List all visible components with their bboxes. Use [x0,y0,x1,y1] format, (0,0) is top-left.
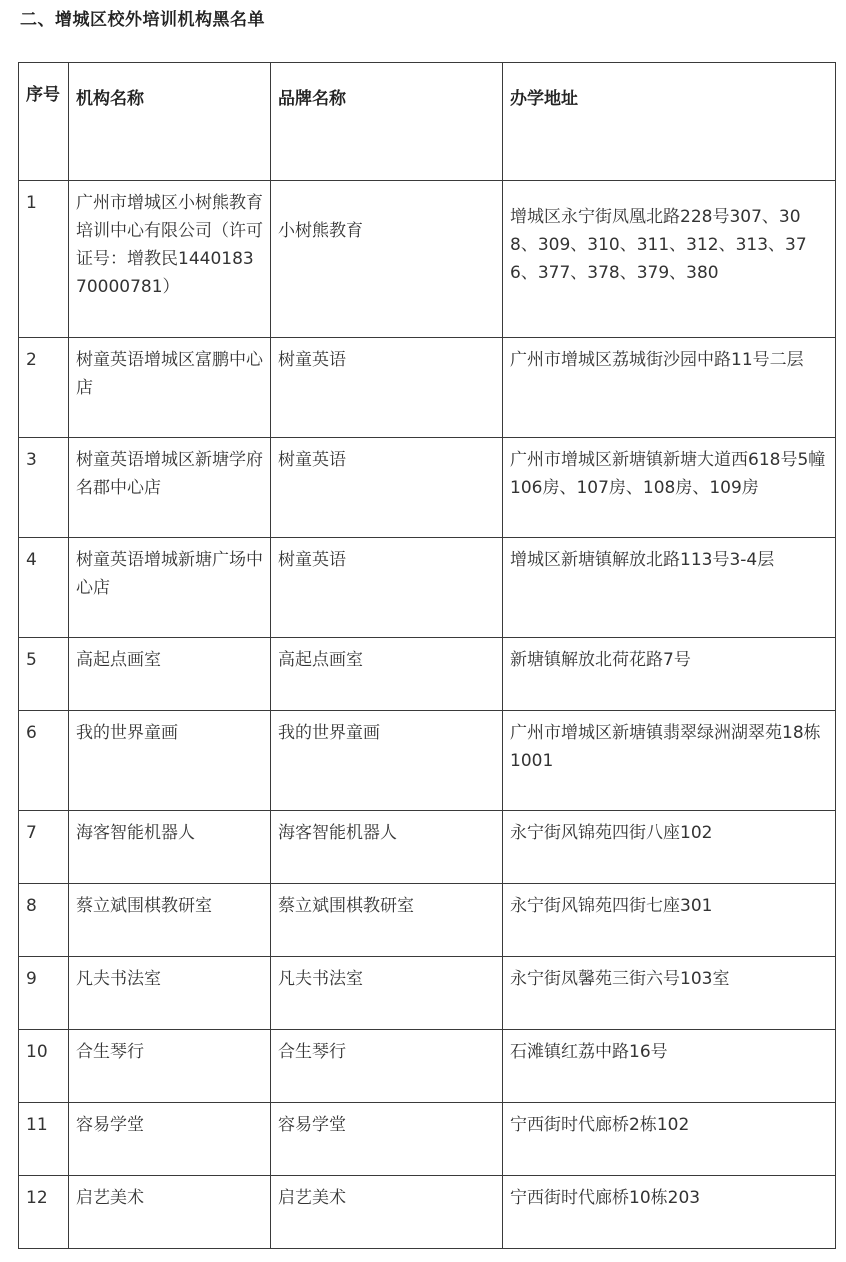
cell-brand-name [271,438,503,538]
cell-org-name [69,538,271,638]
cell-address: 广州市增城区荔城街沙园中路11号二层 [503,338,836,438]
org-name-text: 合生琴行 [76,1042,144,1062]
cell-address: 宁西街时代廊桥2栋102 [503,1103,836,1176]
org-name-text: 启艺美术 [76,1188,144,1208]
org-name-text: 树童英语增城区富鹏中心店 [76,350,263,398]
brand-name-text: 容易学堂 [278,1115,346,1135]
cell-address: 增城区新塘镇解放北路113号3-4层 [503,538,836,638]
cell-index: 2 [19,338,69,438]
cell-address: 广州市增城区新塘镇翡翠绿洲湖翠苑18栋1001 [503,711,836,811]
cell-brand-name [271,1103,503,1176]
cell-index: 10 [19,1030,69,1103]
cell-index: 6 [19,711,69,811]
brand-name-text: 高起点画室 [278,650,363,670]
cell-brand-name [271,711,503,811]
brand-name-text: 树童英语 [278,550,346,570]
cell-address: 永宁街凤馨苑三街六号103室 [503,957,836,1030]
cell-index: 4 [19,538,69,638]
brand-name-text: 海客智能机器人 [278,823,397,843]
cell-index: 12 [19,1176,69,1249]
table-row [19,538,836,638]
table-row [19,638,836,711]
cell-index: 9 [19,957,69,1030]
table-header-row [19,63,836,181]
cell-index: 3 [19,438,69,538]
cell-brand-name [271,538,503,638]
blacklist-table [18,62,836,1249]
table-row [19,811,836,884]
cell-index: 7 [19,811,69,884]
cell-org-name [69,181,271,338]
cell-org-name [69,957,271,1030]
cell-index: 11 [19,1103,69,1176]
cell-org-name [69,1030,271,1103]
cell-address: 新塘镇解放北荷花路7号 [503,638,836,711]
cell-brand-name [271,884,503,957]
table-row [19,1176,836,1249]
cell-org-name [69,811,271,884]
cell-address: 广州市增城区新塘镇新塘大道西618号5幢106房、107房、108房、109房 [503,438,836,538]
table-row [19,438,836,538]
org-name-text: 广州市增城区小树熊教育培训中心有限公司 [76,193,263,241]
brand-name-text: 树童英语 [278,350,346,370]
org-name-text: 凡夫书法室 [76,969,161,989]
header-org-name: 机构名称 [69,63,271,181]
cell-brand-name [271,957,503,1030]
cell-address: 石滩镇红荔中路16号 [503,1030,836,1103]
header-address: 办学地址 [503,63,836,181]
license-note: （许可证号：增教民144018370000781） [76,221,263,297]
org-name-text: 高起点画室 [76,650,161,670]
cell-index: 8 [19,884,69,957]
table-row [19,884,836,957]
cell-brand-name [271,811,503,884]
header-index: 序号 [19,63,69,181]
table-row [19,181,836,338]
brand-name-text: 树童英语 [278,450,346,470]
cell-brand-name [271,181,503,338]
brand-name-text: 小树熊教育 [278,221,363,241]
cell-org-name [69,438,271,538]
cell-org-name [69,638,271,711]
brand-name-text: 我的世界童画 [278,723,380,743]
brand-name-text: 蔡立斌围棋教研室 [278,896,414,916]
cell-brand-name [271,1030,503,1103]
cell-org-name [69,1103,271,1176]
brand-name-text: 合生琴行 [278,1042,346,1062]
cell-index: 1 [19,181,69,338]
cell-org-name [69,1176,271,1249]
cell-address: 永宁街风锦苑四街七座301 [503,884,836,957]
brand-name-text: 启艺美术 [278,1188,346,1208]
org-name-text: 我的世界童画 [76,723,178,743]
cell-index: 5 [19,638,69,711]
org-name-text: 树童英语增城新塘广场中心店 [76,550,263,598]
cell-brand-name [271,638,503,711]
cell-org-name [69,884,271,957]
cell-org-name [69,711,271,811]
page-heading: 二、增城区校外培训机构黑名单 [20,10,265,30]
table-row [19,1103,836,1176]
cell-org-name [69,338,271,438]
org-name-text: 海客智能机器人 [76,823,195,843]
org-name-text: 树童英语增城区新塘学府名郡中心店 [76,450,263,498]
cell-brand-name [271,338,503,438]
cell-address: 宁西街时代廊桥10栋203 [503,1176,836,1249]
cell-address: 增城区永宁街凤凰北路228号307、308、309、310、311、312、313、376、377、378、379、380 [503,181,836,338]
brand-name-text: 凡夫书法室 [278,969,363,989]
cell-address: 永宁街风锦苑四街八座102 [503,811,836,884]
table-row [19,711,836,811]
org-name-text: 蔡立斌围棋教研室 [76,896,212,916]
table-row [19,1030,836,1103]
header-brand-name: 品牌名称 [271,63,503,181]
table-row [19,338,836,438]
org-name-text: 容易学堂 [76,1115,144,1135]
cell-brand-name [271,1176,503,1249]
table-row [19,957,836,1030]
